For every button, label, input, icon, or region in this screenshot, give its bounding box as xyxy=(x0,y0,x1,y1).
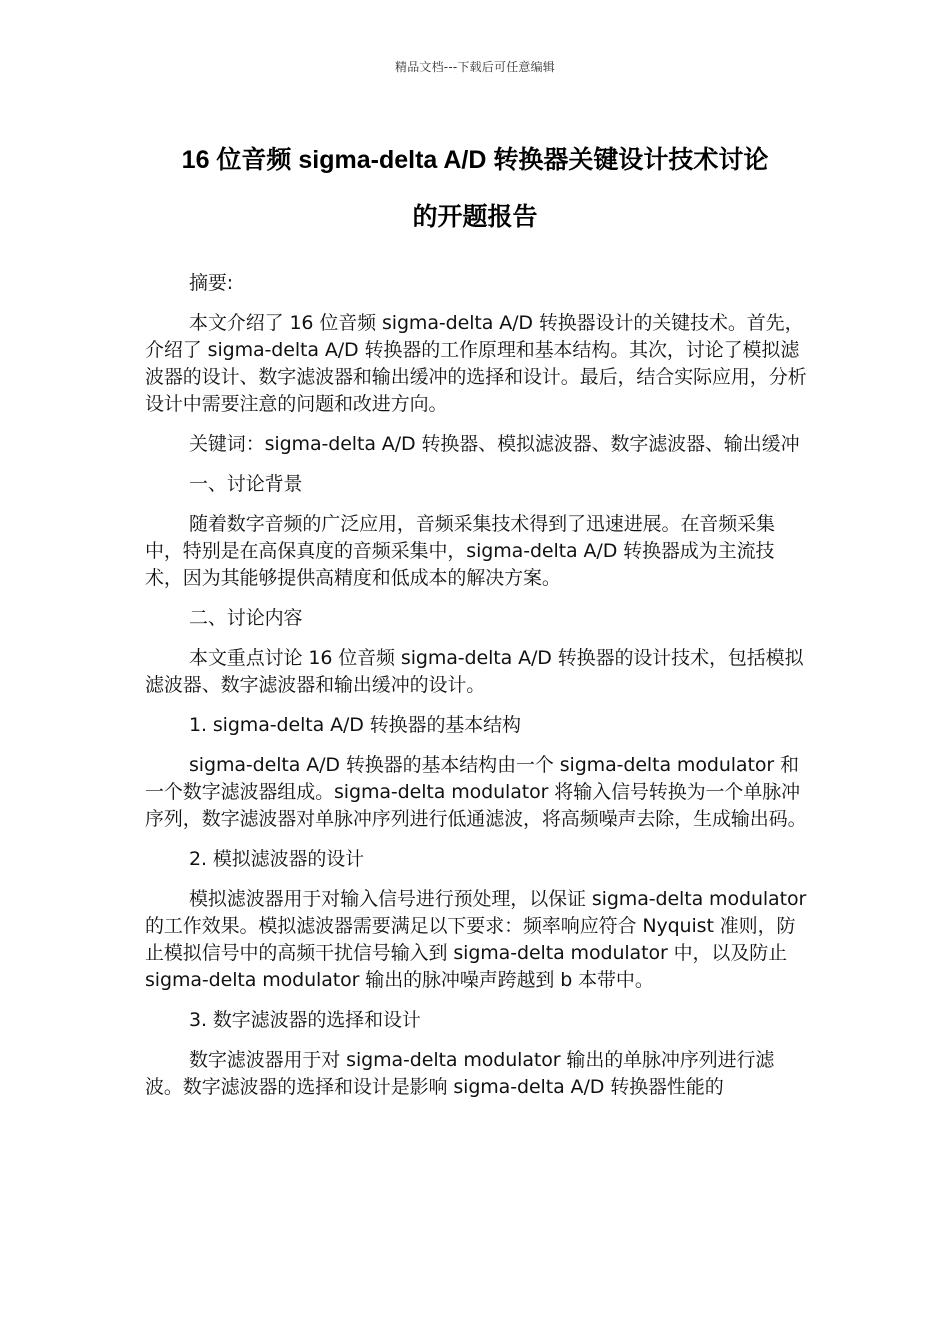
subsection-heading-2: 2. 模拟滤波器的设计 xyxy=(189,848,365,870)
document-body xyxy=(145,270,810,1114)
title-line-2: 的开题报告 xyxy=(412,203,538,231)
digital-filter-paragraph: 数字滤波器用于对 sigma-delta modulator 输出的单脉冲序列进行滤波。数字滤波器的选择和设计是影响 sigma-delta A/D 转换器性能的 xyxy=(145,1049,775,1098)
analog-filter-paragraph: 模拟滤波器用于对输入信号进行预处理，以保证 sigma-delta modulator 的工作效果。模拟滤波器需要满足以下要求：频率响应符合 Nyquist 准则，防止模拟信号中的高频干扰信号输入到 sigma-delta modulator 中，以及防止 sigma-delta modulator 输出的脉冲噪声跨越到 b 本带中。 xyxy=(145,888,807,991)
content-intro-paragraph: 本文重点讨论 16 位音频 sigma-delta A/D 转换器的设计技术，包括模拟滤波器、数字滤波器和输出缓冲的设计。 xyxy=(145,647,804,696)
document-title xyxy=(120,132,830,246)
section-heading-background: 一、讨论背景 xyxy=(189,473,303,495)
keywords-paragraph: 关键词：sigma-delta A/D 转换器、模拟滤波器、数字滤波器、输出缓冲 xyxy=(189,433,800,455)
title-line-1: 16 位音频 sigma-delta A/D 转换器关键设计技术讨论 xyxy=(181,146,769,174)
subsection-heading-1: 1. sigma-delta A/D 转换器的基本结构 xyxy=(189,714,521,736)
abstract-paragraph: 本文介绍了 16 位音频 sigma-delta A/D 转换器设计的关键技术。首先，介绍了 sigma-delta A/D 转换器的工作原理和基本结构。其次，讨论了模拟滤波器的设计、数字滤波器和输出缓冲的选择和设计。最后，结合实际应用，分析设计中需要注意的问题和改进方向。 xyxy=(145,312,807,415)
abstract-label: 摘要: xyxy=(189,272,234,294)
background-paragraph: 随着数字音频的广泛应用，音频采集技术得到了迅速进展。在音频采集中，特别是在高保真度的音频采集中，sigma-delta A/D 转换器成为主流技术，因为其能够提供高精度和低成本的解决方案。 xyxy=(145,513,775,589)
header-note: 精品文档---下载后可任意编辑 xyxy=(395,60,555,74)
structure-paragraph: sigma-delta A/D 转换器的基本结构由一个 sigma-delta modulator 和一个数字滤波器组成。sigma-delta modulator 将输入信号转换为一个单脉冲序列，数字滤波器对单脉冲序列进行低通滤波，将高频噪声去除，生成输出码。 xyxy=(145,754,807,830)
section-heading-content: 二、讨论内容 xyxy=(189,607,303,629)
subsection-heading-3: 3. 数字滤波器的选择和设计 xyxy=(189,1009,421,1031)
